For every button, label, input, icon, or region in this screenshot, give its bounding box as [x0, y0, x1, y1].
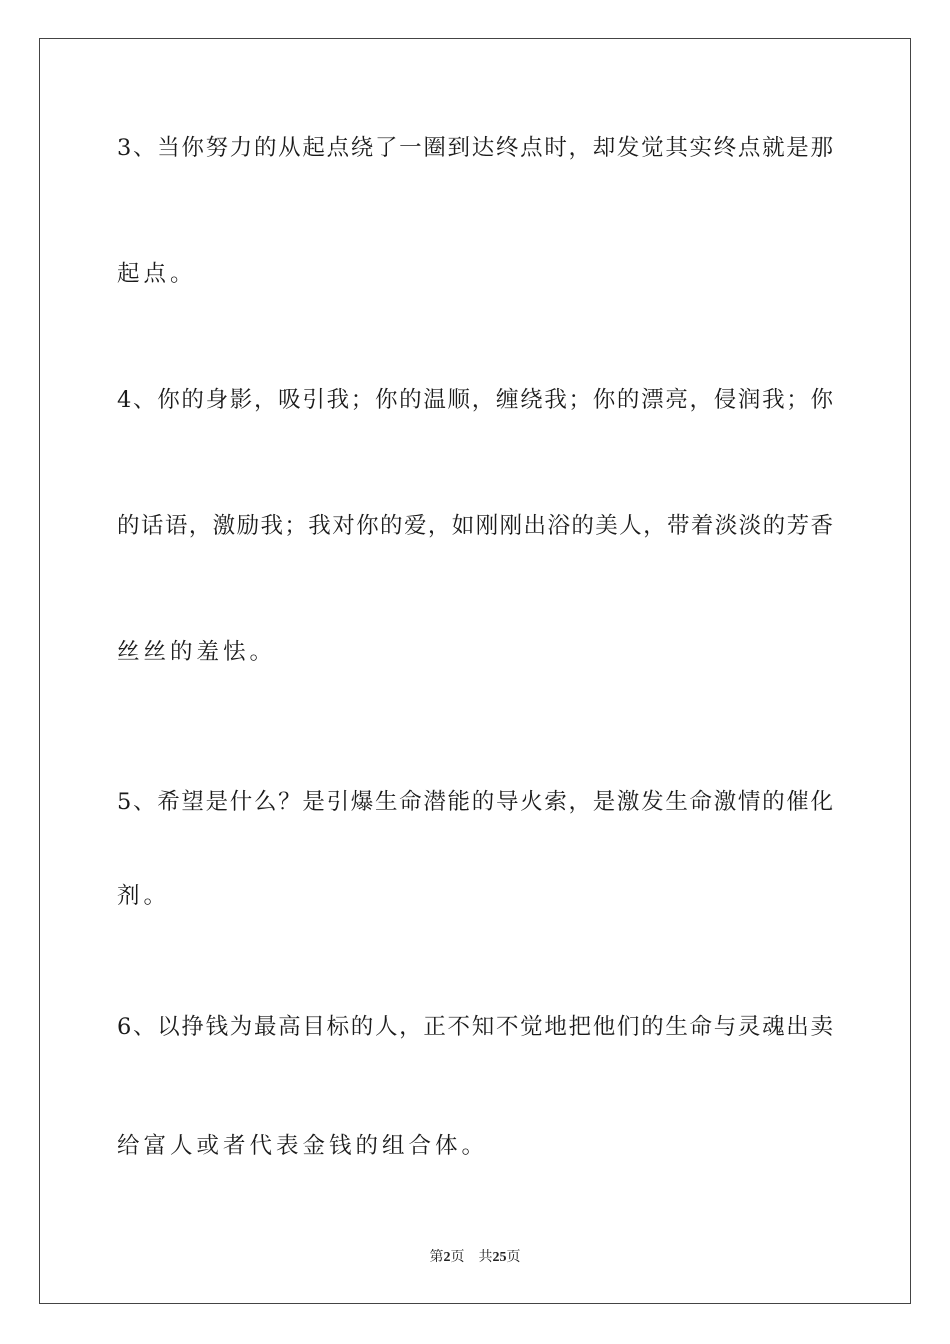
- page-footer: [0, 1247, 950, 1268]
- paragraph-5-line-2: 剂。: [117, 883, 171, 909]
- paragraph-6-line-2: 给富人或者代表金钱的组合体。: [117, 1133, 489, 1159]
- paragraph-3-line-1: 3、当你努力的从起点绕了一圈到达终点时，却发觉其实终点就是那: [117, 135, 833, 161]
- paragraph-4-line-3: 丝丝的羞怯。: [117, 639, 277, 665]
- paragraph-6-line-1: 6、以挣钱为最高目标的人，正不知不觉地把他们的生命与灵魂出卖: [117, 1014, 833, 1040]
- page-border: [39, 38, 911, 1304]
- paragraph-5-line-1: 5、希望是什么？是引爆生命潜能的导火索，是激发生命激情的催化: [117, 789, 833, 815]
- paragraph-4-line-1: 4、你的身影，吸引我；你的温顺，缠绕我；你的漂亮，侵润我；你: [117, 387, 833, 413]
- paragraph-3-line-2: 起点。: [117, 261, 197, 287]
- footer-page-prefix: 第: [429, 1249, 444, 1265]
- footer-page-number: 2: [443, 1250, 451, 1265]
- footer-total-pages: 25: [492, 1250, 507, 1265]
- footer-total-suffix: 页: [506, 1249, 521, 1265]
- paragraph-4-line-2: 的话语，激励我；我对你的爱，如刚刚出浴的美人，带着淡淡的芳香: [117, 513, 833, 539]
- footer-page-suffix: 页: [450, 1249, 465, 1265]
- footer-total-prefix: 共: [478, 1249, 493, 1265]
